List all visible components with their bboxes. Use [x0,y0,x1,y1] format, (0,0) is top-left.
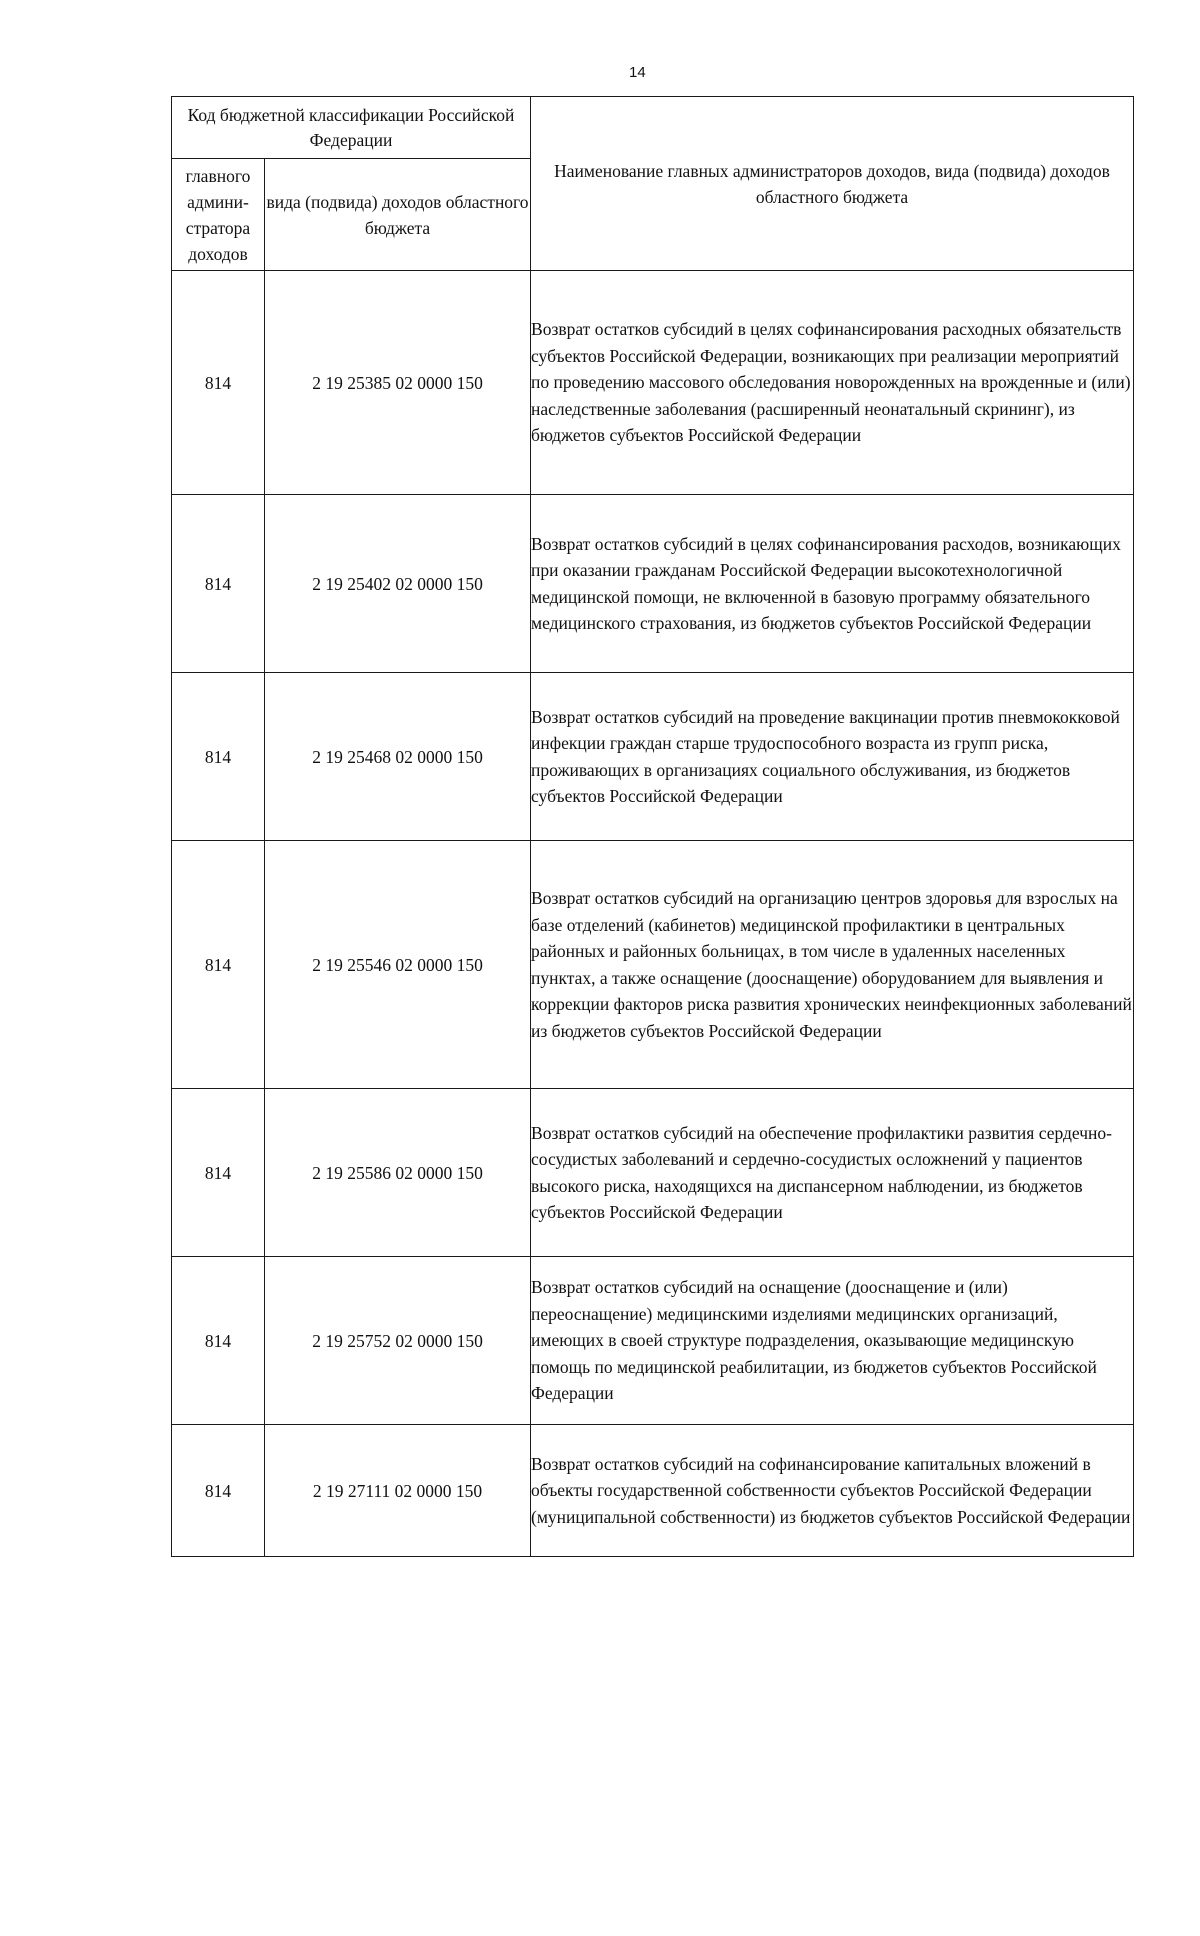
table-row [172,1089,1134,1257]
revenue-code-cell: 2 19 25586 02 0000 150 [265,1089,531,1257]
table-row [172,841,1134,1089]
revenue-name-cell: Возврат остатков субсидий в целях софинансирования расходных обязательств субъектов Российской Федерации, возникающих при реализации мероприятий по проведению массового обследования новорожденных на врожденные и (или) наследственные заболевания (расширенный неонатальный скрининг), из бюджетов субъектов Российской Федерации [531,271,1134,495]
header-name-column: Наименование главных администраторов доходов, вида (подвида) доходов областного бюджета [531,97,1134,271]
page-number: 14 [629,64,646,81]
table-row [172,673,1134,841]
table-row [172,1257,1134,1425]
header-code-column: вида (подвида) доходов областного бюджета [265,159,531,271]
budget-classification-table [171,96,1134,1557]
revenue-name-cell: Возврат остатков субсидий на оснащение (дооснащение и (или) переоснащение) медицинскими изделиями медицинских организаций, имеющих в своей структуре подразделения, оказывающие медицинскую помощь по медицинской реабилитации, из бюджетов субъектов Российской Федерации [531,1257,1134,1425]
table-row [172,495,1134,673]
header-admin-column: главного админи-стратора доходов [172,159,265,271]
revenue-code-cell: 2 19 25385 02 0000 150 [265,271,531,495]
revenue-code-cell: 2 19 25546 02 0000 150 [265,841,531,1089]
revenue-name-cell: Возврат остатков субсидий на обеспечение профилактики развития сердечно-сосудистых заболеваний и сердечно-сосудистых осложнений у пациентов высокого риска, находящихся на диспансерном наблюдении, из бюджетов субъектов Российской Федерации [531,1089,1134,1257]
admin-code-cell: 814 [172,673,265,841]
admin-code-cell: 814 [172,1257,265,1425]
revenue-name-cell: Возврат остатков субсидий в целях софинансирования расходов, возникающих при оказании гражданам Российской Федерации высокотехнологичной медицинской помощи, не включенной в базовую программу обязательного медицинского страхования, из бюджетов субъектов Российской Федерации [531,495,1134,673]
revenue-code-cell: 2 19 25752 02 0000 150 [265,1257,531,1425]
admin-code-cell: 814 [172,1089,265,1257]
table-row [172,271,1134,495]
admin-code-cell: 814 [172,495,265,673]
revenue-code-cell: 2 19 27111 02 0000 150 [265,1425,531,1557]
revenue-code-cell: 2 19 25402 02 0000 150 [265,495,531,673]
revenue-name-cell: Возврат остатков субсидий на софинансирование капитальных вложений в объекты государственной собственности субъектов Российской Федерации (муниципальной собственности) из бюджетов субъектов Российской Федерации [531,1425,1134,1557]
admin-code-cell: 814 [172,1425,265,1557]
revenue-name-cell: Возврат остатков субсидий на проведение вакцинации против пневмококковой инфекции граждан старше трудоспособного возраста из групп риска, проживающих в организациях социального обслуживания, из бюджетов субъектов Российской Федерации [531,673,1134,841]
header-classification-code: Код бюджетной классификации Российской Федерации [172,97,531,159]
revenue-name-cell: Возврат остатков субсидий на организацию центров здоровья для взрослых на базе отделений (кабинетов) медицинской профилактики в центральных районных и районных больницах, в том числе в удаленных населенных пунктах, а также оснащение (дооснащение) оборудованием для выявления и коррекции факторов риска развития хронических неинфекционных заболеваний из бюджетов субъектов Российской Федерации [531,841,1134,1089]
table-row [172,1425,1134,1557]
revenue-code-cell: 2 19 25468 02 0000 150 [265,673,531,841]
admin-code-cell: 814 [172,841,265,1089]
admin-code-cell: 814 [172,271,265,495]
